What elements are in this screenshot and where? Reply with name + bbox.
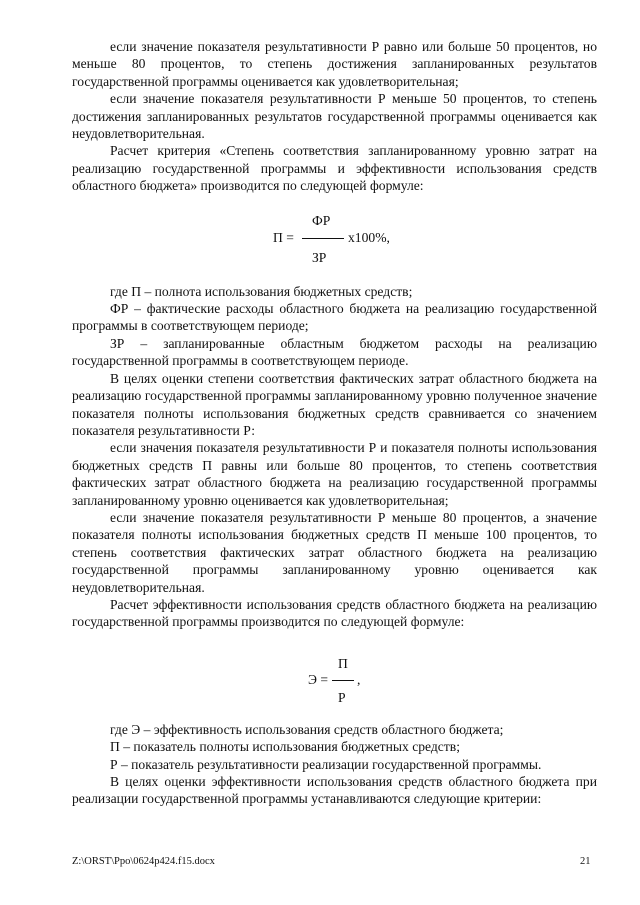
fraction-bar	[302, 238, 344, 239]
paragraph: П – показатель полноты использования бюджетных средств;	[110, 739, 460, 755]
paragraph: если значение показателя результативности Р меньше 50 процентов, то степень достижения запланированных результатов государственной программы оценивается как неудовлетворительная.	[72, 91, 597, 142]
paragraph: В целях оценки степени соответствия фактических затрат областного бюджета на реализацию государственной программы запланированному уровню полученное значение показателя полноты использования бюджетных средств сравнивается со значением показателя результативности Р:	[72, 370, 597, 438]
paragraph: ЗР – запланированные областным бюджетом расходы на реализацию государственной программы в соответствующем периоде.	[72, 335, 597, 369]
formula-rhs: х100%,	[348, 229, 390, 245]
formula-efficiency	[72, 631, 597, 713]
formula-lhs: П =	[273, 229, 294, 245]
paragraph: где П – полнота использования бюджетных средств;	[110, 283, 413, 299]
paragraph: если значение показателя результативности Р равно или больше 50 процентов, но меньше 80 процентов, то степень достижения запланированных результатов государственной программы оценивается как удовлетворительная;	[72, 39, 597, 89]
paragraph: Расчет критерия «Степень соответствия запланированному уровню затрат на реализацию государственной программы и эффективности использования средств областного бюджета» производится по следующей формуле:	[72, 143, 597, 194]
paragraph: В целях оценки эффективности использования средств областного бюджета при реализации государственной программы устанавливаются следующие критерии:	[72, 774, 597, 807]
paragraph: если значение показателя результативности Р меньше 80 процентов, а значение показателя полноты использования бюджетных средств П меньше 100 процентов, то степень соответствия фактических затрат областного бюджета на реализацию государственной программы запланированному уровню оценивается как неудовлетворительная.	[72, 509, 597, 595]
formula-numerator: П	[338, 655, 348, 671]
paragraph: Р – показатель результативности реализации государственной программы.	[110, 756, 542, 772]
footer-file-path: Z:\ORST\Ppo\0624p424.f15.docx	[72, 856, 215, 867]
paragraph: если значения показателя результативности Р и показателя полноты использования бюджетных средств П равны или больше 80 процентов, то степень соответствия фактических затрат областного бюджета на реализацию государственной программы запланированному уровню оценивается как удовлетворительная;	[72, 440, 597, 508]
formula-rhs: ,	[357, 671, 361, 687]
page-number: 21	[580, 856, 591, 867]
formula-completeness	[72, 195, 597, 285]
paragraph: ФР – фактические расходы областного бюджета на реализацию государственной программы в соответствующем периоде;	[72, 301, 597, 334]
formula-numerator: ФР	[312, 212, 331, 228]
document-body	[72, 38, 597, 808]
paragraph: Расчет эффективности использования средств областного бюджета на реализацию государственной программы производится по следующей формуле:	[72, 596, 597, 630]
formula-lhs: Э =	[308, 671, 329, 687]
formula-denominator: Р	[338, 689, 346, 705]
paragraph: где Э – эффективность использования средств областного бюджета;	[110, 721, 504, 737]
fraction-bar	[332, 680, 354, 681]
formula-denominator: ЗР	[312, 249, 327, 265]
